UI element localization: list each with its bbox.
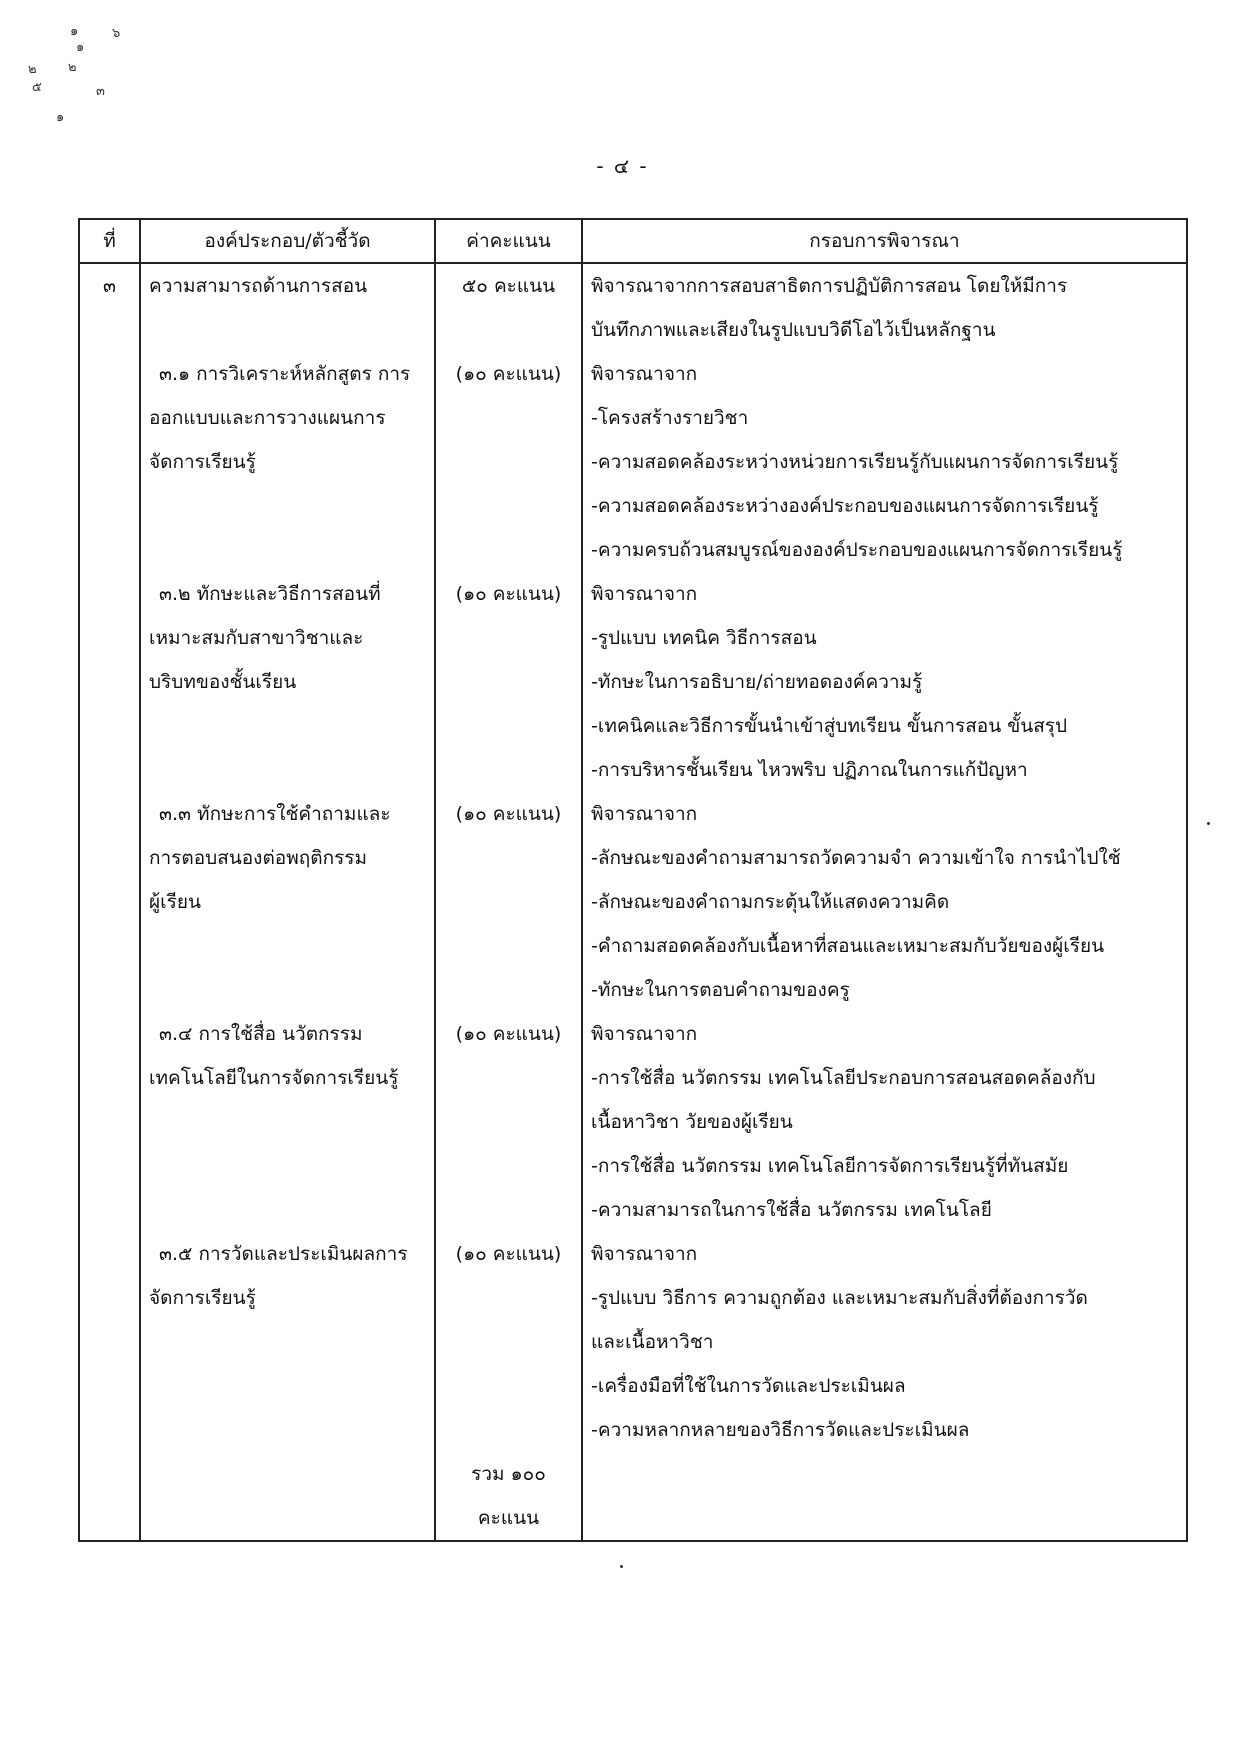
item-title-line: จัดการเรียนรู้ [149,451,256,473]
item-framework [582,572,1187,792]
item-title [140,352,435,572]
framework-line: -โครงสร้างรายวิชา [591,407,749,429]
corner-mark: ๑ [76,40,85,55]
framework-line: เนื้อหาวิชา วัยของผู้เรียน [591,1111,793,1133]
framework-line: -รูปแบบ วิธีการ ความถูกต้อง และเหมาะสมกับสิ่งที่ต้องการวัด [591,1287,1088,1309]
framework-line: -ความสอดคล้องระหว่างองค์ประกอบของแผนการจัดการเรียนรู้ [591,495,1099,517]
item-framework [582,1012,1187,1232]
item-framework [582,1232,1187,1452]
framework-line: -การใช้สื่อ นวัตกรรม เทคโนโลยีการจัดการเรียนรู้ที่ทันสมัย [591,1155,1069,1177]
framework-line: -ความสามารถในการใช้สื่อ นวัตกรรม เทคโนโลยี [591,1199,992,1221]
section-title [140,263,435,352]
framework-line: พิจารณาจากการสอบสาธิตการปฏิบัติการสอน โดยให้มีการ [591,275,1068,297]
framework-line: -ความหลากหลายของวิธีการวัดและประเมินผล [591,1419,970,1441]
table-row [79,1232,1187,1452]
corner-mark: ๕ [32,80,42,95]
framework-line: พิจารณาจาก [591,363,698,385]
framework-line: -การใช้สื่อ นวัตกรรม เทคโนโลยีประกอบการสอนสอดคล้องกับ [591,1067,1096,1089]
item-score: (๑๐ คะแนน) [435,572,582,792]
item-title [140,1012,435,1232]
item-title-line: ๓.๒ ทักษะและวิธีการสอนที่ [159,583,381,605]
framework-line: พิจารณาจาก [591,803,698,825]
table-row [79,572,1187,792]
table-row [79,1012,1187,1232]
table-row [79,263,1187,352]
framework-line: พิจารณาจาก [591,583,698,605]
item-framework [582,792,1187,1012]
item-score: (๑๐ คะแนน) [435,792,582,1012]
item-title-line: เหมาะสมกับสาขาวิชาและ [149,627,364,649]
row-number: ๓ [79,263,140,352]
corner-mark: ๒ [28,62,37,77]
header-score: ค่าคะแนน [435,219,582,263]
section-framework [582,263,1187,352]
framework-line: -เทคนิคและวิธีการขั้นนำเข้าสู่บทเรียน ขั้นการสอน ขั้นสรุป [591,715,1068,737]
framework-line: -รูปแบบ เทคนิค วิธีการสอน [591,627,817,649]
item-framework [582,352,1187,572]
framework-line: -การบริหารชั้นเรียน ไหวพริบ ปฏิภาณในการแก้ปัญหา [591,759,1028,781]
framework-line: -ทักษะในการอธิบาย/ถ่ายทอดองค์ความรู้ [591,671,923,693]
framework-line: -ความสอดคล้องระหว่างหน่วยการเรียนรู้กับแผนการจัดการเรียนรู้ [591,451,1119,473]
table-row [79,792,1187,1012]
total-line: รวม ๑๐๐ [471,1463,546,1485]
item-title-line: ออกแบบและการวางแผนการ [149,407,386,429]
section-title-text: ความสามารถด้านการสอน [149,275,368,297]
framework-line: -คำถามสอดคล้องกับเนื้อหาที่สอนและเหมาะสมกับวัยของผู้เรียน [591,935,1105,957]
table-row [79,352,1187,572]
header-component: องค์ประกอบ/ตัวชี้วัด [140,219,435,263]
framework-line: พิจารณาจาก [591,1243,698,1265]
header-framework: กรอบการพิจารณา [582,219,1187,263]
table-row-total [79,1452,1187,1541]
item-title-line: จัดการเรียนรู้ [149,1287,256,1309]
corner-mark: ๒ [68,60,77,75]
criteria-table [78,218,1188,1542]
stray-dot [1207,822,1210,825]
framework-line: บันทึกภาพและเสียงในรูปแบบวิดีโอไว้เป็นหลักฐาน [591,319,996,341]
corner-mark: ๑ [56,110,65,125]
header-no: ที่ [79,219,140,263]
table-header-row [79,219,1187,263]
corner-mark: ๓ [96,84,105,99]
corner-mark: ๑ [70,24,79,39]
corner-mark: ๖ [112,26,121,41]
page-number: - ๔ - [596,154,649,178]
item-title-line: บริบทของชั้นเรียน [149,671,297,693]
framework-line: และเนื้อหาวิชา [591,1331,714,1353]
stray-dot [620,1565,623,1568]
item-title-line: ผู้เรียน [149,891,201,913]
framework-line: -ความครบถ้วนสมบูรณ์ขององค์ประกอบของแผนการจัดการเรียนรู้ [591,539,1123,561]
framework-line: -ลักษณะของคำถามกระตุ้นให้แสดงความคิด [591,891,950,913]
total-line: คะแนน [477,1507,540,1529]
item-title-line: การตอบสนองต่อพฤติกรรม [149,847,368,869]
framework-line: -ลักษณะของคำถามสามารถวัดความจำ ความเข้าใจ การนำไปใช้ [591,847,1121,869]
framework-line: -ทักษะในการตอบคำถามของครู [591,979,850,1001]
item-title [140,572,435,792]
item-score: (๑๐ คะแนน) [435,1012,582,1232]
item-title-line: ๓.๔ การใช้สื่อ นวัตกรรม [159,1023,363,1045]
item-title-line: ๓.๓ ทักษะการใช้คำถามและ [159,803,391,825]
item-title [140,792,435,1012]
total-score [435,1452,582,1541]
item-score: (๑๐ คะแนน) [435,352,582,572]
framework-line: พิจารณาจาก [591,1023,698,1045]
item-title-line: ๓.๕ การวัดและประเมินผลการ [159,1243,408,1265]
section-score: ๕๐ คะแนน [435,263,582,352]
framework-line: -เครื่องมือที่ใช้ในการวัดและประเมินผล [591,1375,906,1397]
item-title-line: ๓.๑ การวิเคราะห์หลักสูตร การ [159,363,411,385]
item-score: (๑๐ คะแนน) [435,1232,582,1452]
item-title [140,1232,435,1452]
item-title-line: เทคโนโลยีในการจัดการเรียนรู้ [149,1067,399,1089]
